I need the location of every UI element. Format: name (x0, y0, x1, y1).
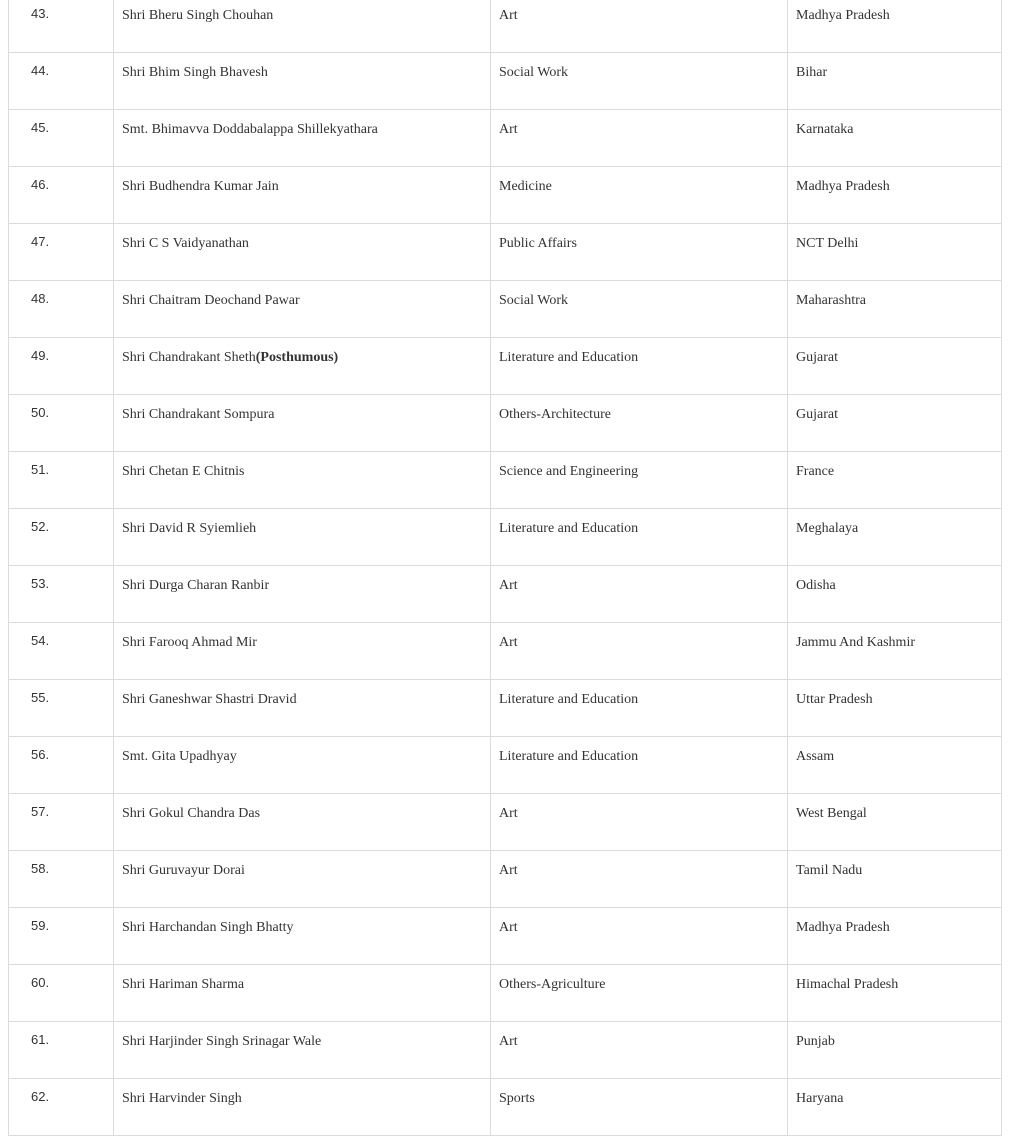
field-cell: Sports (491, 1079, 788, 1136)
state-cell: Tamil Nadu (788, 851, 1002, 908)
field-cell: Literature and Education (491, 509, 788, 566)
field-cell: Public Affairs (491, 224, 788, 281)
awardee-name-cell (114, 281, 491, 338)
serial-number-cell: 61. (9, 1022, 114, 1079)
serial-number-cell: 45. (9, 110, 114, 167)
awardee-name: Shri Guruvayur Dorai (122, 863, 245, 878)
table-row (9, 509, 1002, 566)
state-cell: France (788, 452, 1002, 509)
state-cell: Maharashtra (788, 281, 1002, 338)
table-row (9, 0, 1002, 53)
field-cell: Social Work (491, 53, 788, 110)
awardee-name-cell (114, 794, 491, 851)
awardee-name: Shri Chetan E Chitnis (122, 464, 245, 479)
awardee-name: Shri Ganeshwar Shastri Dravid (122, 692, 297, 707)
table-row (9, 965, 1002, 1022)
awardee-name-cell (114, 1022, 491, 1079)
field-cell: Art (491, 1022, 788, 1079)
awardee-name: Shri David R Syiemlieh (122, 521, 257, 536)
field-cell: Medicine (491, 167, 788, 224)
table-row (9, 53, 1002, 110)
awardee-name: Shri Durga Charan Ranbir (122, 578, 270, 593)
awardee-name: Shri Harchandan Singh Bhatty (122, 920, 294, 935)
awardee-name: Shri Gokul Chandra Das (122, 806, 261, 821)
awardee-name-cell (114, 509, 491, 566)
table-row (9, 794, 1002, 851)
table-row (9, 338, 1002, 395)
serial-number-cell: 55. (9, 680, 114, 737)
awardee-name: Shri C S Vaidyanathan (122, 236, 249, 251)
table-row (9, 623, 1002, 680)
serial-number-cell: 44. (9, 53, 114, 110)
field-cell: Art (491, 908, 788, 965)
awardee-name: Smt. Gita Upadhyay (122, 749, 237, 764)
awardee-name: Smt. Bhimavva Doddabalappa Shillekyathara (122, 122, 378, 137)
table-row (9, 566, 1002, 623)
field-cell: Others-Architecture (491, 395, 788, 452)
serial-number-cell: 52. (9, 509, 114, 566)
awardee-name-cell (114, 224, 491, 281)
awardee-name: Shri Hariman Sharma (122, 977, 245, 992)
awardees-table-body (9, 0, 1002, 1136)
state-cell: Gujarat (788, 395, 1002, 452)
field-cell: Social Work (491, 281, 788, 338)
awardee-name-cell (114, 53, 491, 110)
state-cell: Himachal Pradesh (788, 965, 1002, 1022)
table-row (9, 1022, 1002, 1079)
awardee-name-cell (114, 566, 491, 623)
field-cell: Science and Engineering (491, 452, 788, 509)
posthumous-note: (Posthumous) (255, 350, 339, 365)
table-row (9, 281, 1002, 338)
state-cell: Haryana (788, 1079, 1002, 1136)
table-row (9, 680, 1002, 737)
state-cell: Odisha (788, 566, 1002, 623)
serial-number-cell: 47. (9, 224, 114, 281)
table-row (9, 851, 1002, 908)
field-cell: Others-Agriculture (491, 965, 788, 1022)
table-row (9, 1079, 1002, 1136)
serial-number-cell: 56. (9, 737, 114, 794)
table-row (9, 224, 1002, 281)
awardee-name-cell (114, 965, 491, 1022)
serial-number-cell: 58. (9, 851, 114, 908)
awardee-name-cell (114, 110, 491, 167)
serial-number-cell: 57. (9, 794, 114, 851)
awardee-name-cell (114, 338, 491, 395)
field-cell: Literature and Education (491, 737, 788, 794)
awardee-name: Shri Farooq Ahmad Mir (122, 635, 257, 650)
serial-number-cell: 49. (9, 338, 114, 395)
field-cell: Art (491, 794, 788, 851)
awardee-name-cell (114, 623, 491, 680)
awardee-name: Shri Bhim Singh Bhavesh (122, 65, 268, 80)
serial-number-cell: 43. (9, 0, 114, 53)
serial-number-cell: 62. (9, 1079, 114, 1136)
state-cell: West Bengal (788, 794, 1002, 851)
awardee-name: Shri Harjinder Singh Srinagar Wale (122, 1034, 322, 1049)
awardee-name-cell (114, 167, 491, 224)
state-cell: Madhya Pradesh (788, 908, 1002, 965)
serial-number-cell: 48. (9, 281, 114, 338)
table-row (9, 167, 1002, 224)
state-cell: Bihar (788, 53, 1002, 110)
field-cell: Literature and Education (491, 680, 788, 737)
serial-number-cell: 59. (9, 908, 114, 965)
serial-number-cell: 51. (9, 452, 114, 509)
serial-number-cell: 50. (9, 395, 114, 452)
awardee-name-cell (114, 680, 491, 737)
awardee-name: Shri Chandrakant Sompura (122, 407, 275, 422)
table-row (9, 737, 1002, 794)
serial-number-cell: 60. (9, 965, 114, 1022)
field-cell: Art (491, 623, 788, 680)
field-cell: Art (491, 0, 788, 53)
table-row (9, 452, 1002, 509)
state-cell: NCT Delhi (788, 224, 1002, 281)
serial-number-cell: 46. (9, 167, 114, 224)
state-cell: Jammu And Kashmir (788, 623, 1002, 680)
awardee-name: Shri Budhendra Kumar Jain (122, 179, 279, 194)
awardee-name-cell (114, 851, 491, 908)
awardee-name: Shri Harvinder Singh (122, 1091, 242, 1106)
awardee-name: Shri Chaitram Deochand Pawar (122, 293, 300, 308)
awardees-table (8, 0, 1002, 1136)
state-cell: Madhya Pradesh (788, 167, 1002, 224)
state-cell: Assam (788, 737, 1002, 794)
state-cell: Uttar Pradesh (788, 680, 1002, 737)
table-row (9, 908, 1002, 965)
field-cell: Art (491, 110, 788, 167)
state-cell: Gujarat (788, 338, 1002, 395)
awardee-name-cell (114, 737, 491, 794)
state-cell: Karnataka (788, 110, 1002, 167)
state-cell: Punjab (788, 1022, 1002, 1079)
serial-number-cell: 54. (9, 623, 114, 680)
awardee-name-cell (114, 0, 491, 53)
awardee-name-cell (114, 395, 491, 452)
state-cell: Meghalaya (788, 509, 1002, 566)
field-cell: Art (491, 851, 788, 908)
field-cell: Literature and Education (491, 338, 788, 395)
field-cell: Art (491, 566, 788, 623)
state-cell: Madhya Pradesh (788, 0, 1002, 53)
awardee-name-cell (114, 452, 491, 509)
awardee-name-cell (114, 908, 491, 965)
table-row (9, 110, 1002, 167)
awardee-name: Shri Chandrakant Sheth (122, 350, 256, 365)
table-row (9, 395, 1002, 452)
serial-number-cell: 53. (9, 566, 114, 623)
awardee-name-cell (114, 1079, 491, 1136)
awardee-name: Shri Bheru Singh Chouhan (122, 8, 274, 23)
